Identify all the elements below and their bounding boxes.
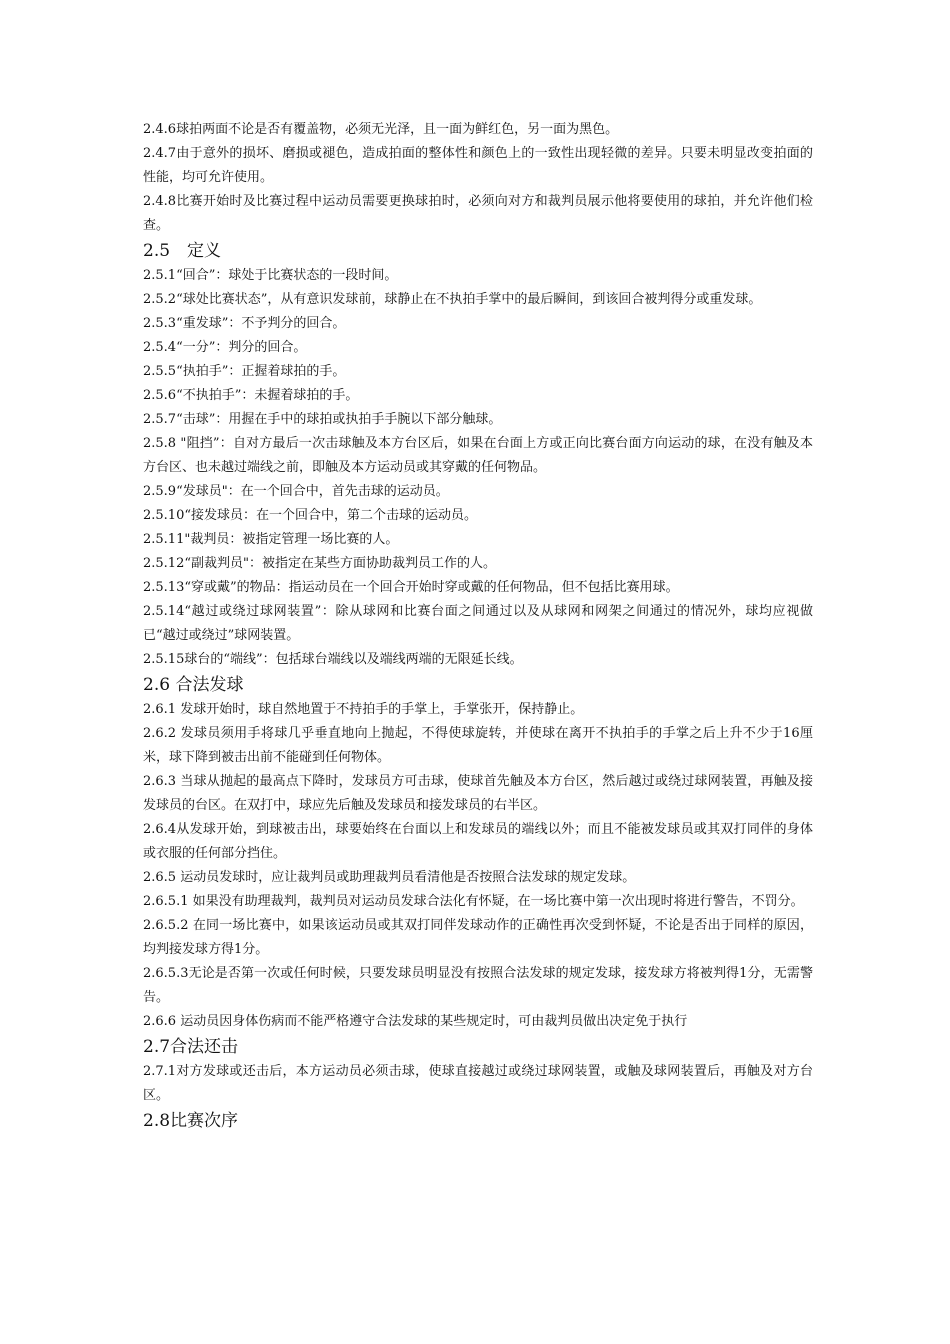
- rule-2-5-9: 2.5.9“发球员"：在一个回合中，首先击球的运动员。: [143, 484, 449, 499]
- rule-2-6-5-3: 2.6.5.3无论是否第一次或任何时候，只要发球员明显没有按照合法发球的规定发球，接发球方将被判得1分，无需警告。: [143, 966, 813, 1005]
- rule-2-5-13: 2.5.13“穿或戴”的物品：指运动员在一个回合开始时穿或戴的任何物品，但不包括比赛用球。: [143, 580, 679, 595]
- rule-2-5-4: 2.5.4“一分”：判分的回合。: [143, 340, 307, 355]
- rule-2-7-1: 2.7.1对方发球或还击后，本方运动员必须击球，使球直接越过或绕过球网装置，或触及球网装置后，再触及对方台区。: [143, 1064, 813, 1103]
- rule-2-5-2: 2.5.2“球处比赛状态”，从有意识发球前，球静止在不执拍手掌中的最后瞬间，到该回合被判得分或重发球。: [143, 292, 762, 307]
- rule-2-6-2: 2.6.2 发球员须用手将球几乎垂直地向上抛起，不得使球旋转，并使球在离开不执拍手的手掌之后上升不少于16厘米，球下降到被击出前不能碰到任何物体。: [143, 726, 813, 765]
- rule-2-6-5: 2.6.5 运动员发球时，应让裁判员或助理裁判员看清他是否按照合法发球的规定发球。: [143, 870, 636, 885]
- section-heading-2-5: 2.5 定义: [143, 241, 222, 261]
- document-page: [143, 118, 813, 1134]
- rule-2-6-3: 2.6.3 当球从抛起的最高点下降时，发球员方可击球，使球首先触及本方台区，然后越过或绕过球网装置，再触及接发球员的台区。在双打中，球应先后触及发球员和接发球员的右半区。: [143, 774, 813, 813]
- section-heading-2-8: 2.8比赛次序: [143, 1111, 239, 1131]
- rule-2-5-14: 2.5.14“越过或绕过球网装置”：除从球网和比赛台面之间通过以及从球网和网架之间通过的情况外，球均应视做已“越过或绕过”球网装置。: [143, 604, 813, 643]
- rule-2-6-5-1: 2.6.5.1 如果没有助理裁判，裁判员对运动员发球合法化有怀疑，在一场比赛中第一次出现时将进行警告，不罚分。: [143, 894, 804, 909]
- rule-2-4-8: 2.4.8比赛开始时及比赛过程中运动员需要更换球拍时，必须向对方和裁判员展示他将要使用的球拍，并允许他们检查。: [143, 194, 813, 233]
- rule-2-4-6: 2.4.6球拍两面不论是否有覆盖物，必须无光泽，且一面为鲜红色，另一面为黑色。: [143, 122, 619, 137]
- section-heading-2-6: 2.6 合法发球: [143, 675, 244, 695]
- rule-2-5-7: 2.5.7“击球”：用握在手中的球拍或执拍手手腕以下部分触球。: [143, 412, 502, 427]
- section-heading-2-7: 2.7合法还击: [143, 1037, 239, 1057]
- rule-2-5-12: 2.5.12“副裁判员"：被指定在某些方面协助裁判员工作的人。: [143, 556, 496, 571]
- rule-2-5-15: 2.5.15球台的“端线”：包括球台端线以及端线两端的无限延长线。: [143, 652, 523, 667]
- rule-2-6-5-2: 2.6.5.2 在同一场比赛中，如果该运动员或其双打同伴发球动作的正确性再次受到怀疑，不论是否出于同样的原因，均判接发球方得1分。: [143, 918, 813, 957]
- rule-2-4-7: 2.4.7由于意外的损坏、磨损或褪色，造成拍面的整体性和颜色上的一致性出现轻微的差异。只要未明显改变拍面的性能，均可允许使用。: [143, 146, 813, 185]
- rule-2-5-6: 2.5.6“不执拍手”：未握着球拍的手。: [143, 388, 359, 403]
- rule-2-5-3: 2.5.3“重发球”：不予判分的回合。: [143, 316, 346, 331]
- rule-2-6-1: 2.6.1 发球开始时，球自然地置于不持拍手的手掌上，手掌张开，保持静止。: [143, 702, 584, 717]
- rule-2-6-6: 2.6.6 运动员因身体伤病而不能严格遵守合法发球的某些规定时，可由裁判员做出决定免于执行: [143, 1014, 688, 1029]
- rule-2-5-5: 2.5.5“执拍手”：正握着球拍的手。: [143, 364, 346, 379]
- rule-2-5-10: 2.5.10“接发球员：在一个回合中，第二个击球的运动员。: [143, 508, 477, 523]
- rule-2-5-8: 2.5.8 "阻挡”：自对方最后一次击球触及本方台区后，如果在台面上方或正向比赛台面方向运动的球，在没有触及本方台区、也未越过端线之前，即触及本方运动员或其穿戴的任何物品。: [143, 436, 813, 475]
- rule-2-5-11: 2.5.11"裁判员：被指定管理一场比赛的人。: [143, 532, 399, 547]
- rule-2-6-4: 2.6.4从发球开始，到球被击出，球要始终在台面以上和发球员的端线以外；而且不能被发球员或其双打同伴的身体或衣服的任何部分挡住。: [143, 822, 813, 861]
- rule-2-5-1: 2.5.1“回合”：球处于比赛状态的一段时间。: [143, 268, 398, 283]
